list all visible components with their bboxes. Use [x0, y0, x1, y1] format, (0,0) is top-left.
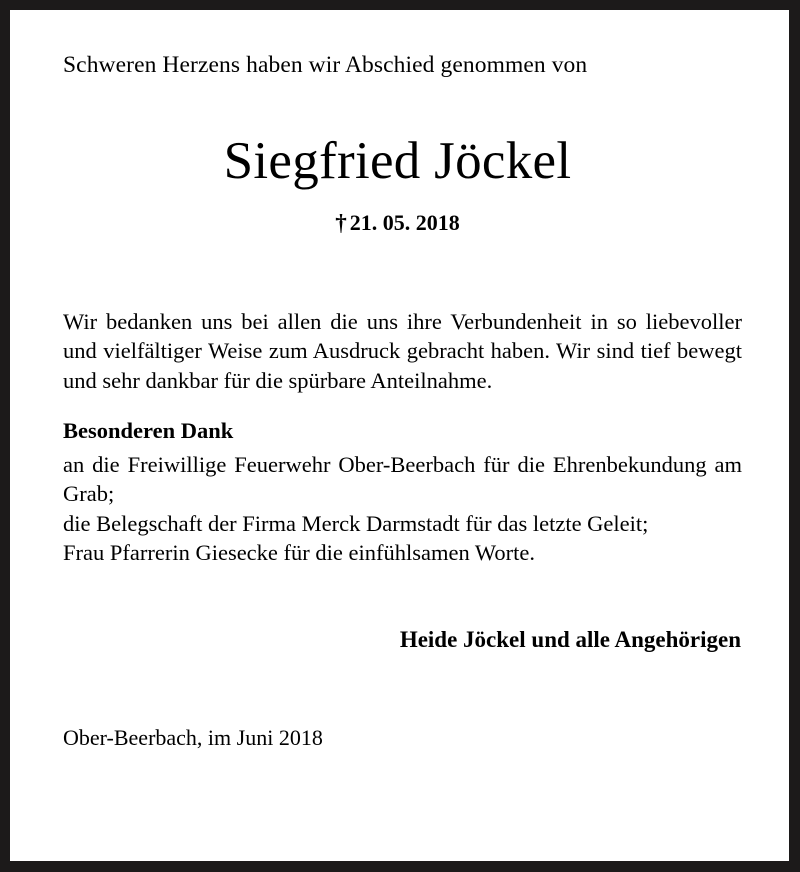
death-date-line [53, 211, 746, 234]
deceased-name: Siegfried Jöckel [223, 131, 572, 190]
thanks-item-fire-brigade: an die Freiwillige Feuerwehr Ober-Beerbach für die Ehrenbekundung am Grab; [63, 451, 742, 506]
place-and-date: Ober-Beerbach, im Juni 2018 [63, 724, 323, 750]
thanks-item-merck-staff: die Belegschaft der Firma Merck Darmstadt für das letzte Geleit; [63, 510, 649, 536]
obituary-notice [10, 10, 789, 861]
thanks-paragraph: Wir bedanken uns bei allen die uns ihre Verbundenheit in so liebevoller und vielfältiger Weise zum Ausdruck gebracht haben. Wir sind tief bewegt und sehr dankbar für die spürbare Anteilnahme. [63, 308, 742, 393]
intro-line: Schweren Herzens haben wir Abschied genommen von [63, 52, 588, 78]
special-thanks-heading: Besonderen Dank [63, 418, 234, 443]
thanks-item-pastor: Frau Pfarrerin Giesecke für die einfühlsamen Worte. [63, 540, 535, 565]
christian-cross-icon: † [335, 209, 347, 235]
death-date-value: 21. 05. 2018 [349, 209, 460, 235]
survivors-signature: Heide Jöckel und alle Angehörigen [399, 626, 741, 652]
